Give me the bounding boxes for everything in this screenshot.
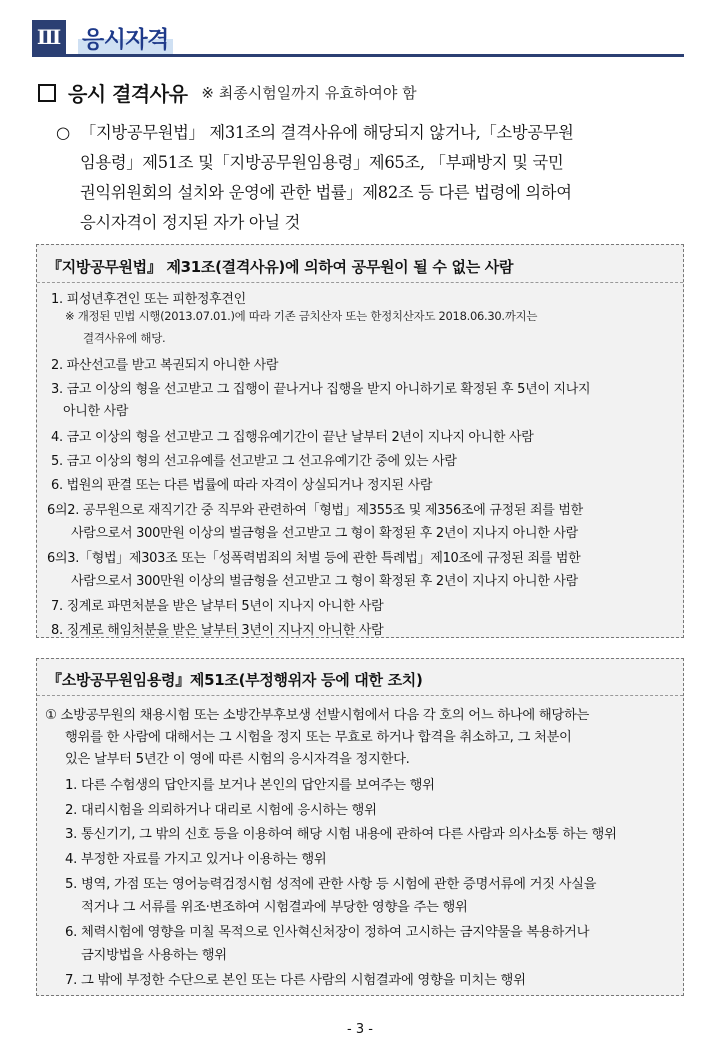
main-paragraph: [56, 118, 696, 238]
list-item: 7. 그 밖에 부정한 수단으로 본인 또는 다른 사람의 시험결과에 영향을 미치는 행위: [65, 973, 526, 988]
box-title: 『소방공무원임용령』제51조(부정행위자 등에 대한 조치): [47, 671, 423, 689]
section-title: 응시자격: [78, 21, 173, 54]
list-item-continued: 사람으로서 300만원 이상의 벌금형을 선고받고 그 형이 확정된 후 2년이 지나지 아니한 사람: [71, 574, 578, 589]
subheading-title: 응시 결격사유: [68, 82, 188, 106]
list-item: 4. 금고 이상의 형을 선고받고 그 집행유예기간이 끝난 날부터 2년이 지나지 아니한 사람: [51, 430, 534, 445]
disqualification-box: [36, 244, 684, 638]
square-bullet-icon: [38, 84, 56, 102]
box-title: 『지방공무원법』 제31조(결격사유)에 의하여 공무원이 될 수 없는 사람: [47, 258, 514, 276]
list-item: 1. 다른 수험생의 답안지를 보거나 본인의 답안지를 보여주는 행위: [65, 778, 435, 793]
list-item: 2. 대리시험을 의뢰하거나 대리로 시험에 응시하는 행위: [65, 803, 377, 818]
list-item-continued: 금지방법을 사용하는 행위: [81, 948, 227, 963]
list-note: ※ 개정된 민법 시행(2013.07.01.)에 따라 기존 금치산자 또는 한정치산자도 2018.06.30.까지는: [65, 309, 538, 323]
list-note: 결격사유에 해당.: [83, 331, 166, 345]
list-item-continued: 적거나 그 서류를 위조·변조하여 시험결과에 부당한 영향을 주는 행위: [81, 900, 468, 915]
list-item: 3. 금고 이상의 형을 선고받고 그 집행이 끝나거나 집행을 받지 아니하기로 확정된 후 5년이 지나지: [51, 382, 591, 397]
list-item-continued: 아니한 사람: [63, 404, 129, 419]
paragraph-line: 「지방공무원법」 제31조의 결격사유에 해당되지 않거나,「소방공무원: [80, 123, 574, 142]
subheading: [38, 78, 417, 107]
page-number: - 3 -: [347, 1022, 373, 1037]
list-item: 6의3.「형법」제303조 또는「성폭력범죄의 처벌 등에 관한 특례법」제10조에 규정된 죄를 범한: [47, 551, 581, 566]
list-item: 3. 통신기기, 그 밖의 신호 등을 이용하여 해당 시험 내용에 관하여 다른 사람과 의사소통 하는 행위: [65, 827, 617, 842]
list-item: 6. 법원의 판결 또는 다른 법률에 따라 자격이 상실되거나 정지된 사람: [51, 478, 433, 493]
list-item: 6의2. 공무원으로 재직기간 중 직무와 관련하여「형법」제355조 및 제356조에 규정된 죄를 범한: [47, 503, 583, 518]
list-item: 5. 병역, 가점 또는 영어능력검정시험 성적에 관한 사항 등 시험에 관한 증명서류에 거짓 사실을: [65, 877, 597, 892]
list-item: 2. 파산선고를 받고 복권되지 아니한 사람: [51, 358, 279, 373]
list-item: 1. 피성년후견인 또는 피한정후견인: [51, 292, 246, 307]
subheading-note: ※ 최종시험일까지 유효하여야 함: [201, 84, 417, 102]
list-item: 7. 징계로 파면처분을 받은 날부터 5년이 지나지 아니한 사람: [51, 599, 384, 614]
list-item: 8. 징계로 해임처분을 받은 날부터 3년이 지나지 아니한 사람: [51, 623, 384, 638]
list-item: ① 소방공무원의 채용시험 또는 소방간부후보생 선발시험에서 다음 각 호의 어느 하나에 해당하는: [45, 708, 590, 723]
box-divider: [37, 695, 683, 696]
list-item: 6. 체력시험에 영향을 미칠 목적으로 인사혁신처장이 정하여 고시하는 금지약물을 복용하거나: [65, 925, 590, 940]
list-item-continued: 행위를 한 사람에 대해서는 그 시험을 정지 또는 무효로 하거나 합격을 취소하고, 그 처분이: [65, 730, 572, 745]
list-item: 5. 금고 이상의 형의 선고유예를 선고받고 그 선고유예기간 중에 있는 사람: [51, 454, 457, 469]
list-item-continued: 있은 날부터 5년간 이 영에 따른 시험의 응시자격을 정지한다.: [65, 752, 410, 767]
paragraph-line: 응시자격이 정지된 자가 아닐 것: [80, 213, 301, 232]
paragraph-line: 권익위원회의 설치와 운영에 관한 법률」제82조 등 다른 법령에 의하여: [80, 183, 572, 202]
circle-bullet-icon: ○: [56, 123, 70, 142]
section-rule: [32, 54, 684, 57]
list-item-continued: 사람으로서 300만원 이상의 벌금형을 선고받고 그 형이 확정된 후 2년이 지나지 아니한 사람: [71, 526, 578, 541]
paragraph-line: 임용령」제51조 및「지방공무원임용령」제65조, 「부패방지 및 국민: [80, 153, 564, 172]
section-numeral: Ⅲ: [32, 20, 66, 54]
misconduct-box: [36, 658, 684, 996]
box-divider: [37, 282, 683, 283]
section-header: [32, 17, 173, 57]
list-item: 4. 부정한 자료를 가지고 있거나 이용하는 행위: [65, 852, 327, 867]
